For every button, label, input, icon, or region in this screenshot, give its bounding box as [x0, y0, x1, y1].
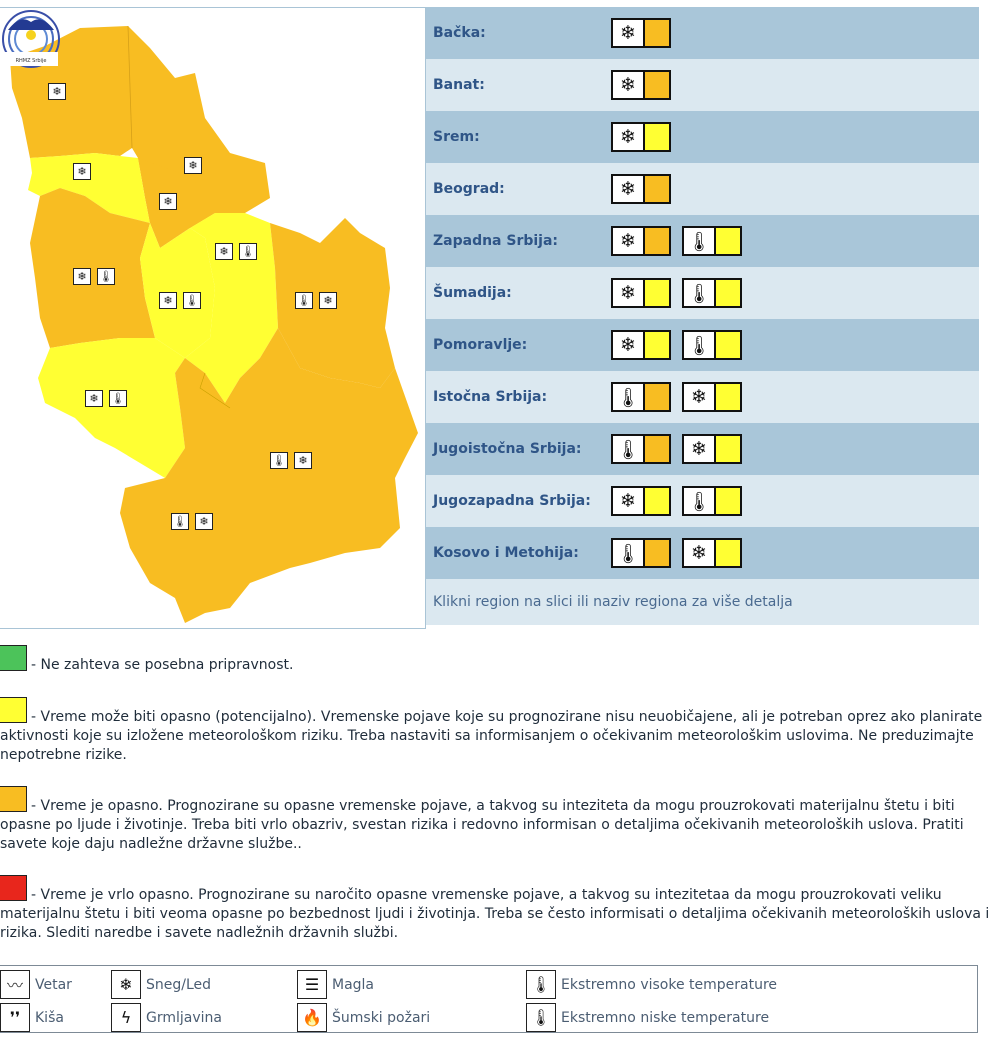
orange-swatch [0, 786, 27, 812]
snow-icon[interactable]: ❄ [184, 157, 202, 174]
low-temperature-icon: 🌡 [526, 1003, 556, 1032]
cold-temperature-icon[interactable]: 🌡 [97, 268, 115, 285]
phenomenon-fire [297, 1003, 430, 1032]
snow-icon: ❄ [613, 72, 645, 98]
warning-badge[interactable] [611, 538, 671, 568]
legend-yellow [0, 697, 990, 765]
region-row[interactable] [426, 59, 979, 111]
warning-level-yellow [716, 488, 740, 514]
warning-badge[interactable] [611, 226, 671, 256]
warning-level-orange [645, 72, 669, 98]
cold-temperature-icon[interactable]: 🌡 [239, 243, 257, 260]
snow-icon[interactable]: ❄ [73, 268, 91, 285]
red-swatch [0, 875, 27, 901]
phenomenon-label: Grmljavina [146, 1009, 222, 1026]
legend-text: - Ne zahteva se posebna pripravnost. [31, 657, 294, 673]
warning-level-yellow [716, 280, 740, 306]
cold-temperature-icon[interactable]: 🌡 [270, 452, 288, 469]
lightning-icon: ϟ [111, 1003, 141, 1032]
snow-icon: ❄ [613, 228, 645, 254]
warning-badge[interactable] [611, 122, 671, 152]
phenomenon-wind [0, 970, 72, 999]
legend-red [0, 875, 990, 943]
phenomenon-snow [111, 970, 211, 999]
snow-icon: ❄ [613, 332, 645, 358]
snow-icon: ❄ [613, 488, 645, 514]
phenomenon-label: Šumski požari [332, 1009, 431, 1026]
warning-level-orange [645, 228, 669, 254]
cold-temperature-icon: 🌡 [613, 540, 645, 566]
cold-temperature-icon: 🌡 [684, 280, 716, 306]
region-row[interactable] [426, 7, 979, 59]
warning-level-yellow [716, 228, 740, 254]
map-shapes [0, 8, 425, 628]
phenomenon-label: Ekstremno niske temperature [561, 1009, 770, 1026]
warning-level-orange [645, 384, 669, 410]
snow-icon: ❄ [613, 176, 645, 202]
warning-badge[interactable] [611, 486, 671, 516]
phenomenon-label: Kiša [35, 1009, 64, 1026]
warning-badge[interactable] [682, 330, 742, 360]
phenomenon-rain [0, 1003, 64, 1032]
snow-icon[interactable]: ❄ [319, 292, 337, 309]
warning-overview [0, 7, 980, 629]
region-row[interactable] [426, 111, 979, 163]
legend-text: - Vreme može biti opasno (potencijalno). Vremenske pojave koje su prognozirane nisu neuobičajene, ali je potreban oprez ako planirate aktivnosti koje su izložene meteorološkom riziku. Treba nastaviti sa informisanjem o očekivanim meteorološkim uslovima. Ne preduzimajte nepotrebne rizike. [0, 709, 983, 763]
region-row[interactable] [426, 163, 979, 215]
warning-badge[interactable] [682, 226, 742, 256]
region-name-link[interactable]: Bačka: [433, 25, 486, 41]
region-row[interactable] [426, 527, 979, 579]
cold-temperature-icon: 🌡 [613, 384, 645, 410]
warning-level-yellow [645, 280, 669, 306]
snow-icon[interactable]: ❄ [215, 243, 233, 260]
phenomenon-heat [526, 970, 777, 999]
legend-text: - Vreme je opasno. Prognozirane su opasne vremenske pojave, a takvog su inteziteta da mogu prouzrokovati materijalnu štetu i biti opasne po ljude i životinje. Treba biti vrlo obazriv, svestan rizika i redovno informisan o detaljima očekivanih meteoroloških uslova. Pratiti savete koje daju nadležne državne službe.. [0, 798, 964, 852]
region-name-link[interactable]: Beograd: [433, 181, 505, 197]
region-name-link[interactable]: Banat: [433, 77, 485, 93]
warning-badge[interactable] [682, 538, 742, 568]
cold-temperature-icon[interactable]: 🌡 [295, 292, 313, 309]
warning-level-yellow [716, 384, 740, 410]
snow-icon[interactable]: ❄ [195, 513, 213, 530]
snow-icon: ❄ [111, 970, 141, 999]
phenomenon-fog [297, 970, 374, 999]
region-row[interactable] [426, 475, 979, 527]
region-name-link[interactable]: Zapadna Srbija: [433, 233, 559, 249]
warning-level-orange [645, 176, 669, 202]
region-name-link[interactable]: Kosovo i Metohija: [433, 545, 579, 561]
legend-orange [0, 786, 990, 854]
region-name-link[interactable]: Srem: [433, 129, 480, 145]
rain-icon: ❜❜ [0, 1003, 30, 1032]
warning-badge[interactable] [682, 382, 742, 412]
region-list [426, 7, 979, 625]
warning-badge[interactable] [682, 434, 742, 464]
phenomena-legend [0, 965, 978, 1033]
cold-temperature-icon[interactable]: 🌡 [109, 390, 127, 407]
phenomenon-label: Ekstremno visoke temperature [561, 976, 778, 993]
hint-text: Klikni region na slici ili naziv regiona za više detalja [426, 579, 979, 625]
warning-badge[interactable] [611, 330, 671, 360]
region-name-link[interactable]: Jugoistočna Srbija: [433, 441, 582, 457]
warning-badge[interactable] [611, 278, 671, 308]
yellow-swatch [0, 697, 27, 723]
warning-badge[interactable] [682, 278, 742, 308]
warning-badge[interactable] [611, 18, 671, 48]
snow-icon[interactable]: ❄ [159, 193, 177, 210]
snow-icon: ❄ [684, 384, 716, 410]
high-temperature-icon: 🌡 [526, 970, 556, 999]
snow-icon[interactable]: ❄ [159, 292, 177, 309]
warning-level-yellow [645, 332, 669, 358]
region-row[interactable] [426, 215, 979, 267]
cold-temperature-icon[interactable]: 🌡 [183, 292, 201, 309]
warning-badge[interactable] [611, 434, 671, 464]
region-row[interactable] [426, 371, 979, 423]
region-row[interactable] [426, 423, 979, 475]
forest-fire-icon: 🔥 [297, 1003, 327, 1032]
phenomenon-label: Sneg/Led [146, 976, 212, 993]
fog-icon: ☰ [297, 970, 327, 999]
warning-level-orange [645, 540, 669, 566]
wind-icon: 〰 [0, 970, 30, 999]
phenomenon-cold [526, 1003, 769, 1032]
green-swatch [0, 645, 27, 671]
phenomenon-thunder [111, 1003, 222, 1032]
warning-level-yellow [716, 540, 740, 566]
warning-level-orange [645, 436, 669, 462]
snow-icon[interactable]: ❄ [85, 390, 103, 407]
warning-level-orange [645, 20, 669, 46]
phenomenon-label: Magla [332, 976, 375, 993]
region-name-link[interactable]: Pomoravlje: [433, 337, 528, 353]
warning-level-yellow [716, 332, 740, 358]
cold-temperature-icon: 🌡 [613, 436, 645, 462]
svg-text:RHMZ Srbije: RHMZ Srbije [15, 58, 47, 64]
warning-level-yellow [716, 436, 740, 462]
legend-text: - Vreme je vrlo opasno. Prognozirane su naročito opasne vremenske pojave, a takvog su intezitetaa da mogu prouzrokovati veliku materijalnu štetu i biti veoma opasne po bezbednost ljudi i životinja. Treba se često informisati o detaljima očekivanih meteoroloških uslova i rizika. Slediti naredbe i savete nadležnih državnih službi. [0, 887, 990, 941]
snow-icon[interactable]: ❄ [73, 163, 91, 180]
warning-badge[interactable] [611, 70, 671, 100]
region-row[interactable] [426, 319, 979, 371]
region-row[interactable] [426, 267, 979, 319]
legend-green [0, 645, 990, 675]
snow-icon: ❄ [613, 280, 645, 306]
cold-temperature-icon: 🌡 [684, 332, 716, 358]
region-name-link[interactable]: Istočna Srbija: [433, 389, 548, 405]
cold-temperature-icon[interactable]: 🌡 [171, 513, 189, 530]
warning-badge[interactable] [611, 174, 671, 204]
phenomenon-label: Vetar [35, 976, 72, 993]
serbia-warning-map[interactable] [0, 7, 426, 629]
cold-temperature-icon: 🌡 [684, 488, 716, 514]
warning-level-yellow [645, 488, 669, 514]
snow-icon: ❄ [613, 124, 645, 150]
region-name-link[interactable]: Jugozapadna Srbija: [433, 493, 591, 509]
warning-level-yellow [645, 124, 669, 150]
snow-icon[interactable]: ❄ [48, 83, 66, 100]
warning-badge[interactable] [611, 382, 671, 412]
snow-icon: ❄ [684, 540, 716, 566]
region-name-link[interactable]: Šumadija: [433, 285, 512, 301]
rhmz-logo [0, 8, 62, 70]
snow-icon[interactable]: ❄ [294, 452, 312, 469]
cold-temperature-icon: 🌡 [684, 228, 716, 254]
snow-icon: ❄ [613, 20, 645, 46]
region-jugozapadna-srbija [38, 338, 185, 478]
warning-badge[interactable] [682, 486, 742, 516]
snow-icon: ❄ [684, 436, 716, 462]
